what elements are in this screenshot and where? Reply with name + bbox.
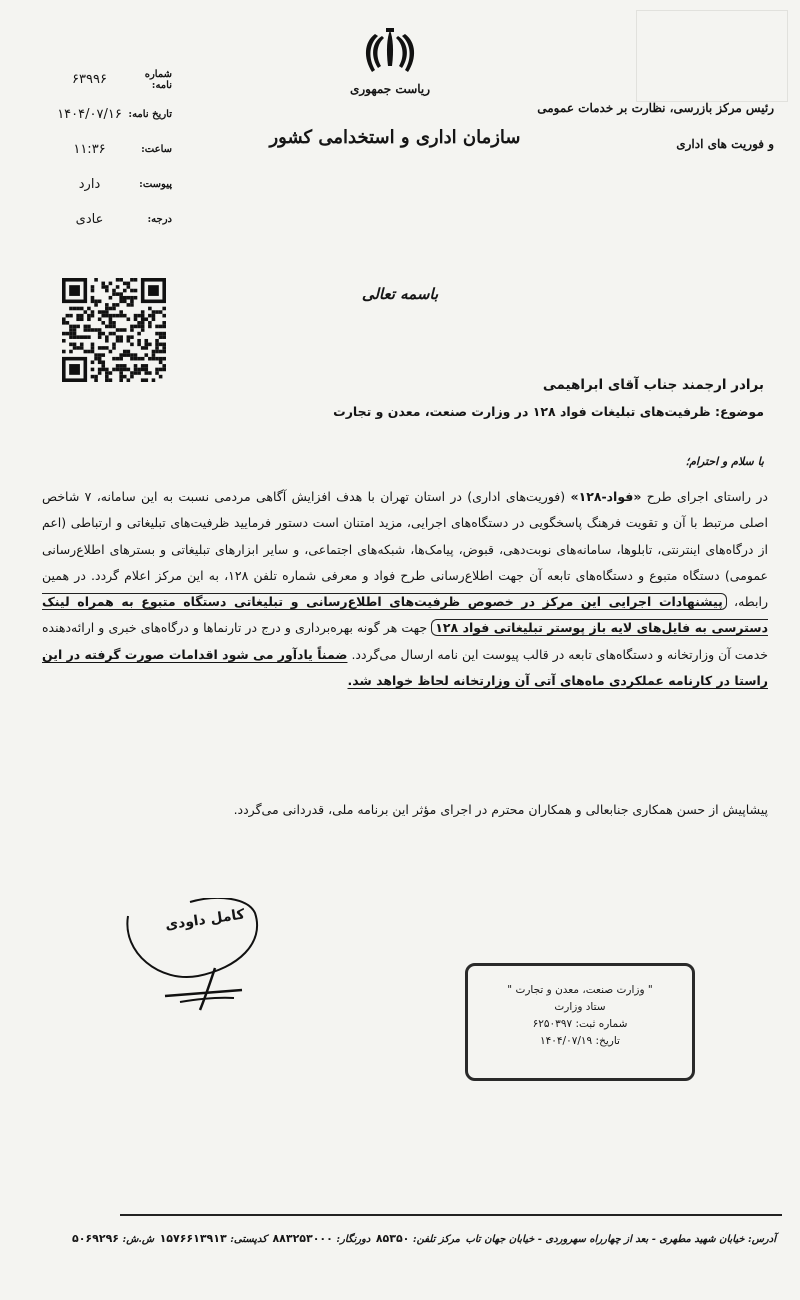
meta-row-priority	[52, 202, 172, 237]
stamp-ministry: " وزارت صنعت، معدن و تجارت "	[507, 984, 653, 996]
besmellah-heading: باسمه تعالی	[361, 285, 439, 303]
stamp-reg-label: شماره ثبت:	[575, 1018, 628, 1030]
letter-body	[42, 484, 768, 694]
recipient-line: برادر ارجمند جناب آقای ابراهیمی	[542, 377, 764, 393]
iran-emblem-icon	[360, 28, 420, 78]
national-id-value: ۵۰۶۹۲۹۶	[72, 1232, 119, 1245]
meta-value: ۶۳۹۹۶	[72, 72, 107, 87]
gratitude-line: پیشاپیش از حسن همکاری جنابعالی و همکاران محترم در اجرای مؤثر این برنامه ملی، قدردانی می‌گردد.	[233, 802, 768, 817]
fax-label: دورنگار:	[336, 1234, 371, 1245]
meta-label: درجه:	[147, 214, 172, 225]
postal-label: کدپستی:	[230, 1234, 267, 1245]
organization-name: سازمان اداری و استخدامی کشور	[269, 127, 521, 148]
sender-title-block	[534, 90, 774, 162]
meta-value: دارد	[78, 177, 101, 192]
greeting: با سلام و احترام؛	[685, 455, 764, 468]
stamp-reg-value: ۶۲۵۰۳۹۷	[532, 1018, 573, 1030]
footer-postal	[160, 1232, 267, 1245]
body-emphasis: ضمناً یادآور می شود اقدامات صورت گرفته در این راستا در کارنامه عملکردی ماه‌های آتی آن وزارتخانه لحاظ خواهد شد.	[42, 646, 768, 689]
meta-row-time	[52, 132, 172, 167]
body-highlighted-proposals: پیشنهادات اجرایی این مرکز در خصوص ظرفیت‌های اطلاع‌رسانی و تبلیغاتی دستگاه متبوع به همراه لینک دسترسی به فایل‌های لایه باز پوستر تبلیغاتی فواد ۱۲۸	[42, 594, 768, 636]
footer-address	[465, 1232, 776, 1245]
stamp-headquarters: ستاد وزارت	[554, 1001, 606, 1013]
meta-label: شماره نامه:	[144, 68, 172, 91]
presidency-title: ریاست جمهوری	[349, 82, 431, 96]
subject-label: موضوع:	[714, 404, 764, 419]
meta-label: پیوست:	[139, 179, 172, 190]
meta-label: تاریخ نامه:	[128, 109, 172, 120]
address-text: خیابان شهید مطهری - بعد از چهارراه سهروردی - خیابان جهان تاب	[465, 1234, 745, 1245]
subject-line	[144, 404, 764, 419]
meta-value: عادی	[75, 212, 104, 227]
meta-row-date	[52, 97, 172, 132]
address-label: آدرس:	[748, 1234, 776, 1245]
footer-national-id	[72, 1232, 154, 1245]
body-part-5: جهت هر گونه بهره‌برداری و درج در تارنماها و درگاه‌های خبری و ارائه‌دهنده خدمت آن وزارتخانه و دستگاه‌های تابعه در قالب پیوست این نامه ارسال می‌گردد.	[42, 620, 768, 662]
sender-title-line-2: و فوریت های اداری	[676, 137, 774, 151]
faded-reception-box	[636, 10, 788, 102]
letter-meta	[52, 62, 172, 237]
meta-row-number	[52, 62, 172, 97]
qr-code-icon	[62, 278, 166, 382]
footer-center-phone	[376, 1232, 460, 1245]
stamp-date-value: ۱۴۰۴/۰۷/۱۹	[540, 1035, 593, 1047]
sender-title-line-1: رئیس مرکز بازرسی، نظارت بر خدمات عمومی	[537, 101, 774, 115]
footer-divider	[120, 1214, 782, 1216]
receipt-stamp	[465, 963, 695, 1081]
national-id-label: ش.ش:	[122, 1234, 155, 1245]
stamp-registration	[468, 1016, 692, 1033]
footer-contact	[72, 1232, 776, 1245]
stamp-date	[468, 1033, 692, 1050]
fax-value: ۸۸۳۲۵۳۰۰۰	[272, 1232, 333, 1245]
meta-value: ۱۱:۳۶	[73, 142, 106, 157]
stamp-date-label: تاریخ:	[595, 1035, 620, 1047]
subject-text: ظرفیت‌های تبلیغات فواد ۱۲۸ در وزارت صنعت، معدن و تجارت	[333, 404, 711, 419]
postal-value: ۱۵۷۶۶۱۳۹۱۳	[159, 1232, 227, 1245]
center-phone-label: مرکز تلفن:	[412, 1234, 460, 1245]
footer-fax	[272, 1232, 370, 1245]
body-project-name: «فواد-۱۲۸»	[570, 489, 642, 504]
signer-name: کامل داودی	[164, 906, 246, 934]
meta-value: ۱۴۰۴/۰۷/۱۶	[57, 107, 122, 122]
meta-row-attachment	[52, 167, 172, 202]
body-part-1: در راستای اجرای طرح	[646, 489, 769, 504]
center-phone-value: ۸۵۳۵۰	[375, 1232, 410, 1245]
meta-label: ساعت:	[141, 144, 172, 155]
body-part-3: (فوریت‌های اداری) در استان تهران با هدف افزایش آگاهی مردمی نسبت به این سامانه، ۷ شاخص اصلی مرتبط با آن و تقویت فرهنگ پاسخگویی در دستگاه‌های اجرایی، مزید امتنان است دستور فرمایید ظرفیت‌های تبلیغاتی و ارتباطی (اعم از درگاه‌های اینترنتی، تابلوها، سامانه‌های نوبت‌دهی، قبوض، پیامک‌ها، شبکه‌های اجتماعی، و سایر ابزارهای تبلیغاتی و بسترهای اطلاع‌رسانی عمومی) دستگاه متبوع و دستگاه‌های تابعه آن جهت اطلاع‌رسانی طرح فواد و معرفی شماره تلفن ۱۲۸، به این مرکز اعلام گردد. در همین رابطه،	[42, 489, 769, 610]
